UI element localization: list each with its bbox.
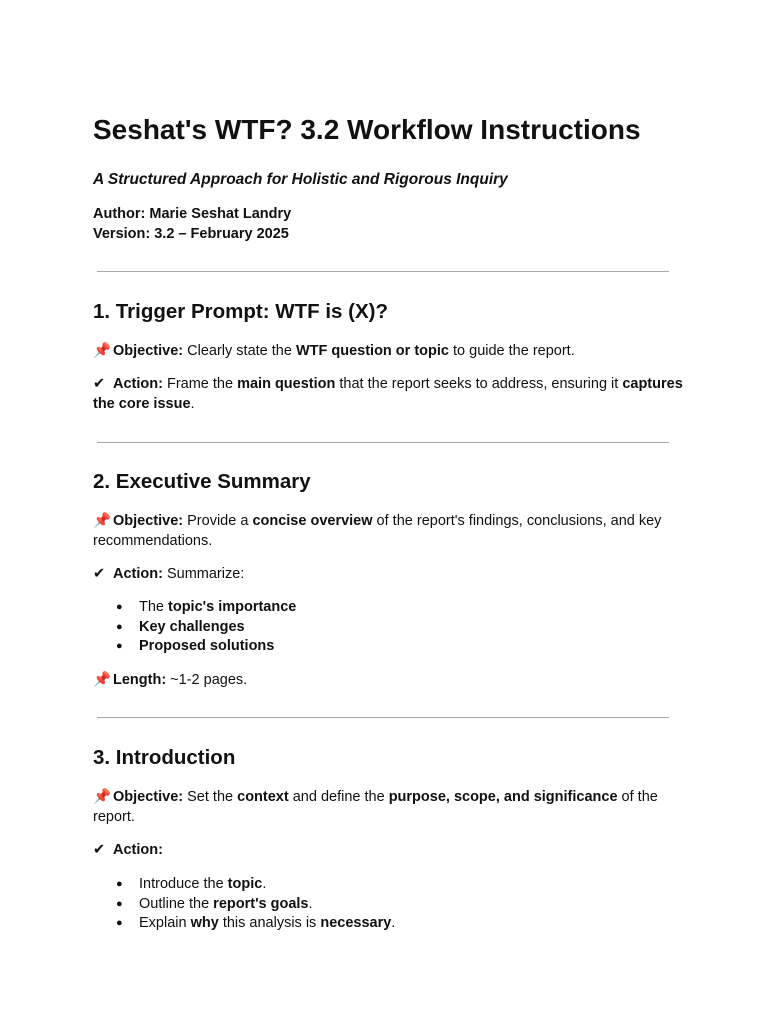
list-item: ● Outline the report's goals. [93,895,395,915]
document-subtitle: A Structured Approach for Holistic and Rigorous Inquiry [93,171,508,188]
section-3-objective: 📌 Objective: Set the context and define the purpose, scope, and significance of the report. [93,789,658,825]
checkmark-icon: ✔ [93,376,106,392]
section-1-objective: 📌 Objective: Clearly state the WTF question or topic to guide the report. [93,343,575,359]
section-1-action: ✔ Action: Frame the main question that the report seeks to address, ensuring it captures the core issue. [93,376,683,412]
pushpin-icon: 📌 [93,343,112,359]
checkmark-icon: ✔ [93,566,106,582]
section-2-bullet-list [93,598,296,657]
list-item: ● Proposed solutions [93,637,296,657]
bullet-icon: ● [116,878,123,890]
checkmark-icon: ✔ [93,842,106,858]
bullet-icon: ● [116,640,123,652]
divider [97,442,669,443]
divider [97,717,669,718]
section-3-heading: 3. Introduction [93,746,236,769]
bullet-icon: ● [116,897,123,910]
section-3-bullet-list [93,875,395,934]
list-item: ● Introduce the topic. [93,875,395,895]
list-item: ● The topic's importance [93,598,296,618]
pushpin-icon: 📌 [93,513,112,529]
section-2-heading: 2. Executive Summary [93,470,311,493]
pushpin-icon: 📌 [93,672,112,688]
document-title: Seshat's WTF? 3.2 Workflow Instructions [93,114,641,145]
bullet-icon: ● [116,601,123,613]
section-1-heading: 1. Trigger Prompt: WTF is (X)? [93,300,388,323]
section-3-action: ✔ Action: [93,842,163,858]
list-item: ● Explain why this analysis is necessary. [93,914,395,934]
author-line: Author: Marie Seshat Landry [93,206,292,222]
list-item: ● Key challenges [93,618,296,638]
divider [97,271,669,272]
bullet-icon: ● [116,917,123,929]
version-line: Version: 3.2 – February 2025 [93,226,289,242]
bullet-icon: ● [116,620,123,633]
section-2-length: 📌 Length: ~1-2 pages. [93,672,248,688]
pushpin-icon: 📌 [93,789,112,805]
section-2-action: ✔ Action: Summarize: [93,566,245,582]
section-2-objective: 📌 Objective: Provide a concise overview of the report's findings, conclusions, and key recommendations. [93,513,662,549]
